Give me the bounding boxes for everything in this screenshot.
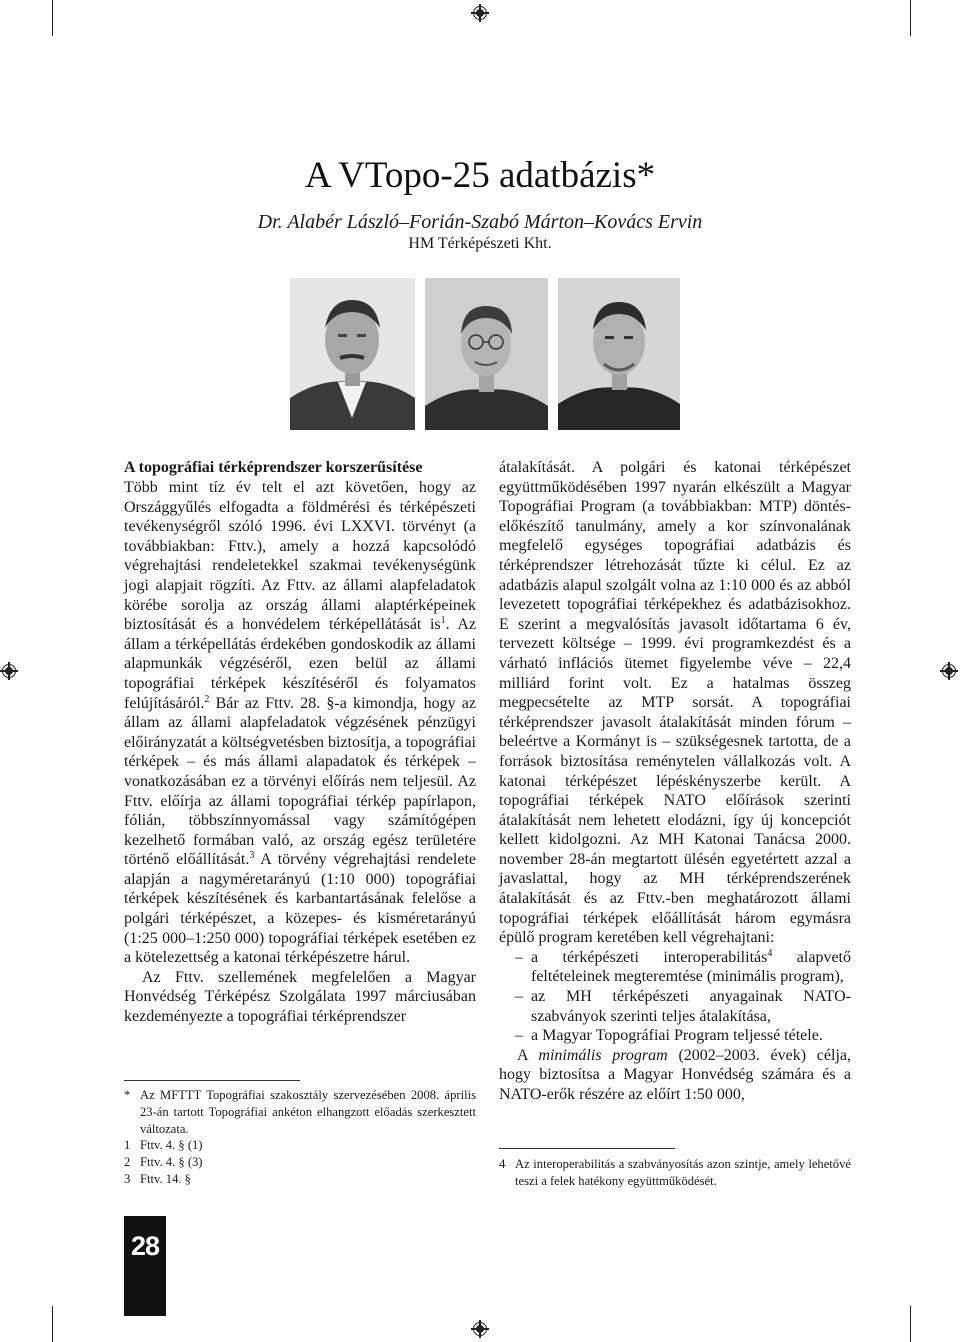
paragraph: Az Fttv. szellemének megfelelően a Magyar Honvédség Térképész Szolgálata 1997 márciusában kezdeményezte a topográfiai térképrendszer [124,968,476,1026]
paragraph: Több mint tíz év telt el azt követően, hogy az Országgyűlés elfogadta a földmérési és térképészeti tevékenységről szóló 1996. évi LXXVI. törvényt (a továbbiakban: Fttv.), amely a hozzá kapcsolódó végrehajtási rendeletekkel szakmai tevékenységünk jogi alapjait rögzíti. Az Fttv. az állami alapfeladatok körébe sorolja az ország állami alaptérképeinek biztosítását és a honvédelem térképellátását $is^1$. Az állam a térképellátás érdekében gondoskodik az állami alapmunkák végzéséről, ezen belül az állami topográfiai térképek készítéséről és folyamatos felújításáról.$^2$ Bár az Fttv. 28. §-a kimondja, hogy az állam az állami alapfeladatok végzésének pénzügyi előirányzatát a költségvetésben biztosítja, a topográfiai térképek – és más állami alapadatok és térképek – vonatkozásában ez a törvényi előírás nem teljesül. Az Fttv. előírja az állami topográfiai térkép papírlapon, fólián, többszínnyomással vagy számítógépen kezelhető formában való, az ország egész területére történő előállítását.$^3$ A törvény végrehajtási rendelete alapján a nagyméretarányú (1:10 000) topográfiai térképek készítésének és karbantartásának felelőse a polgári térképészet, a közepes- és kisméretarányú (1:25 000–1:250 000) topográfiai térképek esetében ez a kötelezettség a katonai térképészetre hárul. [124,479,477,967]
list-item: – a térképészeti interoperabilitás$^4$ alapvető feltételeinek megteremtése (minimális program), [499,948,851,987]
footnote-ref: 3 [249,850,255,862]
page-number: 28 [124,1216,166,1316]
right-column [499,458,851,1105]
crop-mark [52,1306,53,1342]
footnote-ref: 2 [204,693,210,705]
footnote-rule [124,1080,300,1081]
registration-mark-top [471,4,489,22]
list-item: – az MH térképészeti anyagainak NATO-szabványok szerinti teljes átalakítása, [499,987,851,1026]
section-heading: A topográfiai térképrendszer korszerűsítése [124,459,423,476]
footnote: * Az MFTTT Topográfiai szakosztály szervezésében 2008. április 23-án tartott Topográfiai ankéton elhangzott előadás szerkesztett változata. [124,1088,476,1136]
footnote: 3 Fttv. 14. § [124,1171,191,1186]
footnote-ref: 4 [767,947,773,959]
footnote: 1 Fttv. 4. § (1) [124,1138,203,1153]
crop-mark [52,0,53,36]
program-list [499,948,851,1046]
left-footnotes [124,1087,476,1188]
footnote: 2 Fttv. 4. § (3) [124,1155,203,1170]
registration-mark-bottom [471,1320,489,1338]
list-item: – a Magyar Topográfiai Program teljessé tétele. [499,1026,851,1046]
footnote-rule [499,1148,675,1149]
author-photo-3 [558,278,680,430]
author-photo-2 [425,278,548,430]
article-title: A VTopo-25 adatbázis* [304,155,656,196]
right-footnotes [499,1156,851,1190]
crop-mark [910,1306,911,1342]
paragraph: átalakítását. A polgári és katonai térképészet együttműködésében 1997 nyarán elkészült a Magyar Topográfiai Program (a továbbiakban: MTP) döntés-előkészítő tanulmány, amely a kor színvonalának megfelelő egységes topográfiai adatbázis és térképrendszer létrehozását tűzte ki célul. Ez az adatbázis alapul szolgált volna az 1:10 000 és az abból levezetett topográfiai térképekhez és adatbázisokhoz. E szerint a megvalósítás javasolt időtartama 6 év, tervezett költsége – 1999. évi programkezdést és a várható inflációs ütemet figyelembe véve – 22,4 milliárd forint volt. Ez a hatalmas összeg megpecsételte az MTP sorsát. A topográfiai térképrendszer javasolt átalakítását minden fórum – beleértve a Kormányt is – szükségesnek tartotta, de a források biztosítása reménytelen vállalkozás volt. A katonai térképészet lépéskényszerbe került. A topográfiai térképek NATO előírások szerinti átalakítását nem lehetett elodázni, így új koncepciót kellett kidolgozni. Az MH Katonai Tanácsa 2000. november 28-án megtartott ülésén egyetértett azzal a javaslattal, hogy az MH térképrendszerének átalakítását és az Fttv.-ben meghatározott állami topográfiai térképek előállítását három egymásra épülő program keretében kell végrehajtani: [499,459,851,947]
registration-mark-right [940,662,958,680]
author-photo-1 [290,278,415,430]
left-column [124,458,476,1027]
crop-mark [910,0,911,36]
author-affiliation: HM Térképészeti Kht. [408,235,552,252]
registration-mark-left [0,662,18,680]
paragraph: A minimális program (2002–2003. évek) célja, hogy biztosítsa a Magyar Honvédség számára és a NATO-erők részére az előírt 1:50 000, [499,1046,851,1103]
footnote-ref: 1 [440,615,446,627]
article-authors: Dr. Alabér László–Forián-Szabó Márton–Kovács Ervin [257,211,703,233]
footnote: 4 Az interoperabilitás a szabványosítás azon szintje, amely lehetővé teszi a felek hatékony együttműködését. [499,1157,851,1188]
